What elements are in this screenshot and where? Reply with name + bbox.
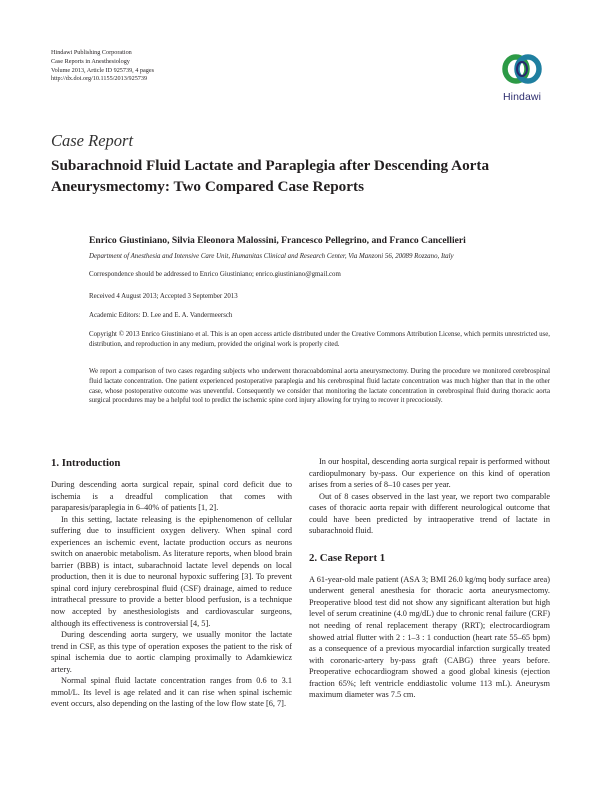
section-heading-case-report-1: 2. Case Report 1 bbox=[309, 551, 386, 564]
logo-text: Hindawi bbox=[502, 91, 542, 103]
body-paragraph: Normal spinal fluid lactate concentration ranges from 0.6 to 3.1 mmol/L. Its level is age related and it can rise when spinal ischemic event occurs, also depending on the lasting of the low flow state [6, 7]. bbox=[51, 676, 292, 709]
doi-link[interactable]: http://dx.doi.org/10.1155/2013/925739 bbox=[51, 75, 148, 83]
volume-line: Volume 2013, Article ID 925739, 4 pages bbox=[51, 66, 154, 74]
body-paragraph: Out of 8 cases observed in the last year, we report two comparable cases of thoracic aorta repair with different neurological outcome that could have been predicted by intraoperative trend of lactate in subarachnoid fluid. bbox=[309, 491, 550, 536]
hindawi-logo-icon bbox=[497, 47, 547, 91]
academic-editors: Academic Editors: D. Lee and E. A. Vandermeersch bbox=[89, 312, 233, 319]
journal-header bbox=[51, 49, 154, 84]
publisher-line: Hindawi Publishing Corporation bbox=[51, 49, 132, 56]
correspondence: Correspondence should be addressed to Enrico Giustiniano; enrico.giustiniano@gmail.com bbox=[89, 271, 341, 278]
article-title: Subarachnoid Fluid Lactate and Paraplegia after Descending Aorta Aneurysmectomy: Two Compared Case Reports bbox=[51, 157, 490, 195]
section-spacer bbox=[309, 537, 550, 551]
section-heading-introduction: 1. Introduction bbox=[51, 457, 121, 469]
body-paragraph: A 61-year-old male patient (ASA 3; BMI 26.0 kg/mq body surface area) underwent general anesthesia for thoracic aorta aneurysmectomy. Preoperative blood test did not show any significant alteration but high level of serum creatinine (4.0 mg/dL) due to chronic renal failure (CRF) not needing of renal replacement therapy (RRT); electrocardiogram showed atrial flutter with 2 : 1–3 : 1 conduction (heart rate 55–65 bpm) as a consequence of a previous myocardial infarction surgically treated with coronaric-artery by-pass graft (CABG) three years before. Preoperative echocardiogram showed a good global kinesis (ejection fraction 65%; left ventricle enddiastolic volume 113 mL). Aneurysm maximum diameter was 7.5 cm. bbox=[309, 574, 550, 700]
article-type: Case Report bbox=[51, 131, 134, 150]
copyright-notice: Copyright © 2013 Enrico Giustiniano et al. This is an open access article distributed under the Creative Commons Attribution License, which permits unrestricted use, distribution, and reproduction in any medium, provided the original work is properly cited. bbox=[89, 331, 550, 348]
abstract: We report a comparison of two cases regarding subjects who underwent thoracoabdominal aorta aneurysmectomy. During the procedure we monitored cerebrospinal fluid lactate concentration. One patient experienced postoperative paraplegia and his cerebrospinal fluid lactate concentration was much higher than that in the other case, whose postoperative outcome was uneventful. Consequently we consider that monitoring the lactate concentration in cerebrospinal fluid during thoracic aorta surgical procedures may be a helpful tool to predict the ischemic spine cord injury allowing for trying to recover it precociously. bbox=[89, 368, 550, 405]
body-paragraph: During descending aorta surgical repair, spinal cord deficit due to ischemia is a dreadful complication that comes with paraparesis/paraplegia in 6–40% of patients [1, 2]. bbox=[51, 480, 292, 513]
body-paragraph: In this setting, lactate releasing is the epiphenomenon of cellular suffering due to insufficient oxygen delivery. When spinal cord experiences an ischemic event, lactate production occurs as neurons switch on anaerobic metabolism. As literature reports, when blood brain barrier (BBB) is intact, subarachnoid lactate level depends on local production, then it is due to neuronal hypoxic suffering [3]. To prevent spinal cord injury cerebrospinal fluid (CSF) drainage, aimed to reduce intrathecal pressure to provide a better blood perfusion, is a technique now accepted by anesthesiologists and cardiovascular surgeons, although its effectiveness is controversial [4, 5]. bbox=[51, 514, 292, 628]
right-column bbox=[309, 456, 550, 701]
journal-name: Case Reports in Anesthesiology bbox=[51, 57, 130, 65]
body-paragraph: In our hospital, descending aorta surgical repair is performed without cardiopulmonary by-pass. Our experience on this kind of operation arises from a series of 8–10 cases per year. bbox=[309, 457, 550, 490]
body-paragraph: During descending aorta surgery, we usually monitor the lactate trend in CSF, as this type of operation exposes the patient to the risk of spinal ischemia due to aortic clamping proximally to Adamkiewicz artery. bbox=[51, 630, 292, 674]
left-column bbox=[51, 456, 292, 710]
received-accepted-dates: Received 4 August 2013; Accepted 3 September 2013 bbox=[89, 293, 238, 300]
author-list: Enrico Giustiniano, Silvia Eleonora Malossini, Francesco Pellegrino, and Franco Cancellieri bbox=[89, 235, 466, 246]
hindawi-logo bbox=[497, 47, 547, 105]
affiliation: Department of Anesthesia and Intensive Care Unit, Humanitas Clinical and Research Center, Via Manzoni 56, 20089 Rozzano, Italy bbox=[89, 253, 454, 260]
